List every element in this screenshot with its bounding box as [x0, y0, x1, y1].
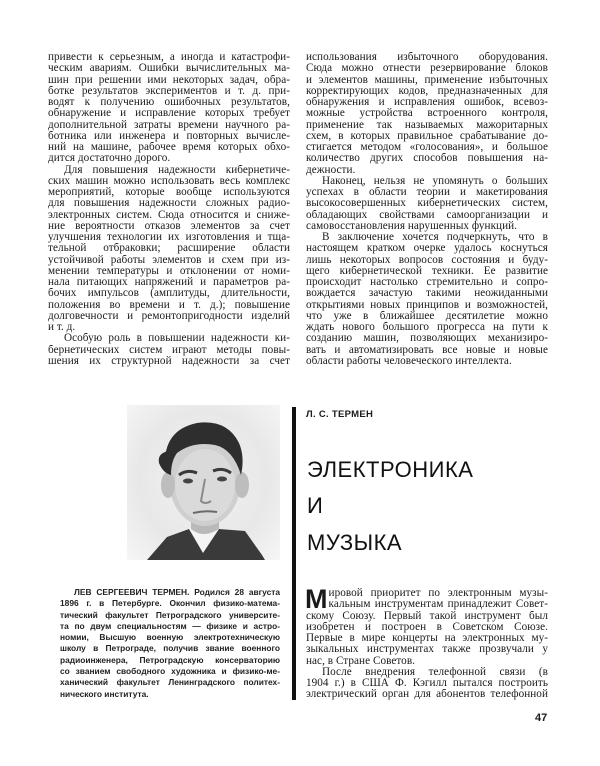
caption-line: тический факультет Петроградского университе-	[60, 609, 280, 620]
vertical-rule	[292, 407, 296, 700]
paragraph	[305, 584, 548, 667]
text-line: нас, в Стране Советов.	[306, 655, 415, 667]
paragraph	[48, 165, 290, 334]
text-line: успехах в области теории и макетирования	[306, 187, 548, 198]
left-text-column	[48, 52, 290, 367]
caption-line: ханический факультет Ленинградского политех-	[60, 677, 280, 688]
article-title-line: И	[307, 493, 324, 518]
paragraph	[306, 52, 548, 176]
caption-line: та по двум специальностям — физике и астро-	[60, 620, 280, 631]
text-line: настоящем кратком очерке удалось коснуться	[306, 243, 548, 255]
text-line: устойчивой работы элементов и схем при из-	[48, 254, 290, 266]
text-line: 1904 г.) в США Ф. Кэгилл пытался построить	[306, 678, 548, 689]
text-line: обладающих свойствами самоорганизации и	[306, 209, 548, 221]
paragraph	[306, 176, 548, 232]
text-line: электрический орган для абонентов телефонной	[306, 689, 548, 701]
text-line: улучшения технологии их изготовления и тща-	[48, 232, 290, 243]
text-line: менении температуры и отклонении от номи-	[48, 265, 290, 277]
text-line: Первые в мире концерты на электронных му-	[306, 633, 548, 644]
text-line: электронных систем. Сюда относится и сниже-	[48, 209, 290, 221]
right-text-column	[306, 52, 548, 367]
text-line: ческим авариям. Ошибки вычислительных ма-	[48, 63, 290, 75]
text-line: что уже в ближайшее десятилетие можно	[306, 310, 548, 322]
paragraph	[306, 667, 548, 701]
text-line: стигается методом «голосования», и большое	[306, 142, 548, 153]
text-line: После внедрения телефонной связи (в	[322, 666, 548, 678]
text-line: самовосстановления нарушенных функций.	[306, 220, 518, 232]
article-title-line: МУЗЫКА	[307, 530, 403, 555]
text-line: и элементов машины, применение избыточных	[306, 74, 548, 86]
drop-cap: М	[305, 584, 328, 614]
text-line: ждать нового большого прогресса на пути к	[306, 322, 548, 333]
text-line: зыкальных инструментах также прозвучали у	[306, 644, 548, 656]
article-author: Л. С. ТЕРМЕН	[306, 409, 374, 420]
text-line: шин при решении ими некоторых задач, обра-	[48, 74, 290, 86]
text-line: дополнительной затраты времени научного ра-	[48, 119, 290, 131]
portrait-illustration	[127, 405, 280, 560]
text-line: привести к серьезным, а иногда и катастрофи-	[48, 52, 290, 63]
text-line: корректирующих кодов, предназначенных для	[306, 85, 548, 97]
text-line: долговечности и ремонтопригодности изделий	[48, 310, 290, 322]
text-line: высокосовершенных кибернетических систем,	[306, 198, 548, 210]
caption-line: радиоинженера, Петроградскую консерваторию	[60, 654, 280, 665]
caption-line: со званием свободного художника и физико-ме-	[60, 666, 280, 677]
text-line: вать и автоматизировать все новые и новые	[306, 344, 548, 356]
text-line: водят к получению ошибочных результатов,	[48, 97, 290, 108]
text-line: схем, в которых правильное срабатывание до-	[306, 130, 548, 142]
text-line: лишь некоторых вопросов состояния и буду-	[306, 254, 548, 266]
text-line: открытиями новых принципов и возможностей,	[306, 299, 548, 311]
text-line: нала питающих напряжений и параметров ра-	[48, 277, 290, 288]
text-line: дежности.	[306, 164, 356, 176]
text-line: скому Союзу. Первый такой инструмент был	[306, 610, 548, 622]
text-line: вождается зачастую такими неожиданными	[306, 288, 548, 300]
text-line: Наконец, нельзя не упомянуть о больших	[322, 175, 548, 187]
text-line: тельной отбраковки; расширение области	[48, 243, 290, 255]
paragraph	[48, 333, 290, 367]
text-line: кальным инструментам принадлежит Совет-	[328, 599, 548, 611]
text-line: обнаружения и исправления ошибок, всевоз-	[306, 97, 548, 108]
text-line: происходит настолько стремительно и сопро-	[306, 277, 548, 288]
text-line: созданию машин, позволяющих механизиро-	[306, 333, 548, 345]
text-line: обнаружение и исправление которых требует	[48, 108, 290, 120]
text-line: ских машин можно использовать весь комплекс	[48, 175, 290, 187]
text-line: ботке результатов экспериментов и т. д. при-	[48, 85, 290, 97]
paragraph	[48, 52, 290, 165]
text-line: ний на машине, рабочее время которых обхо-	[48, 142, 290, 153]
text-line: шения их структурной надежности за счет	[48, 355, 290, 367]
paragraph	[306, 232, 548, 367]
text-line: щего кибернетической техники. Ее развитие	[306, 265, 548, 277]
text-line: можные устройства встроенного контроля,	[306, 108, 548, 120]
text-line: ние вероятности отказов элементов за счет	[48, 220, 290, 232]
text-line: Для повышения надежности кибернетиче-	[64, 164, 290, 176]
photo-caption	[60, 587, 280, 700]
caption-line: номии, Высшую военную электротехническую	[60, 632, 280, 643]
caption-line: школу в Петрограде, получив звание военного	[60, 643, 280, 654]
text-line: области работы человеческого интеллекта.	[306, 355, 512, 367]
text-line: использования избыточного оборудования.	[306, 52, 548, 63]
text-line: положения во времени и т. д.); повышение	[48, 299, 290, 311]
article-body	[305, 584, 548, 701]
text-line: ировой приоритет по электронным музы-	[328, 588, 548, 599]
text-line: бернетических систем играют методы повы-	[48, 344, 290, 356]
caption-line: нического института.	[60, 688, 149, 699]
text-line: дится достаточно дорого.	[48, 153, 171, 165]
article-title-line: ЭЛЕКТРОНИКА	[307, 457, 474, 482]
text-line: ботника или инженера и повторных вычисле-	[48, 130, 290, 142]
caption-line: 1896 г. в Петербурге. Окончил физико-матема-	[60, 598, 280, 609]
text-line: изобретен и построен в Советском Союзе.	[306, 621, 548, 633]
text-line: Сюда можно отнести резервирование блоков	[306, 63, 548, 75]
text-line: количество других способов повышения на-	[306, 153, 548, 165]
text-line: Особую роль в повышении надежности ки-	[64, 333, 290, 345]
page-number: 47	[535, 712, 548, 724]
text-line: бочих импульсов (амплитуды, длительности,	[48, 288, 290, 300]
text-line: для повышения надежности сложных радио-	[48, 198, 290, 210]
text-line: и т. д.	[48, 322, 76, 333]
text-line: применение так называемых мажоритарных	[306, 119, 548, 131]
author-portrait-photo	[127, 405, 280, 560]
text-line: В заключение хочется подчеркнуть, что в	[322, 232, 548, 243]
text-line: мероприятий, которые вообще используются	[48, 187, 290, 198]
caption-line: ЛЕВ СЕРГЕЕВИЧ ТЕРМЕН. Родился 28 августа	[74, 587, 280, 597]
